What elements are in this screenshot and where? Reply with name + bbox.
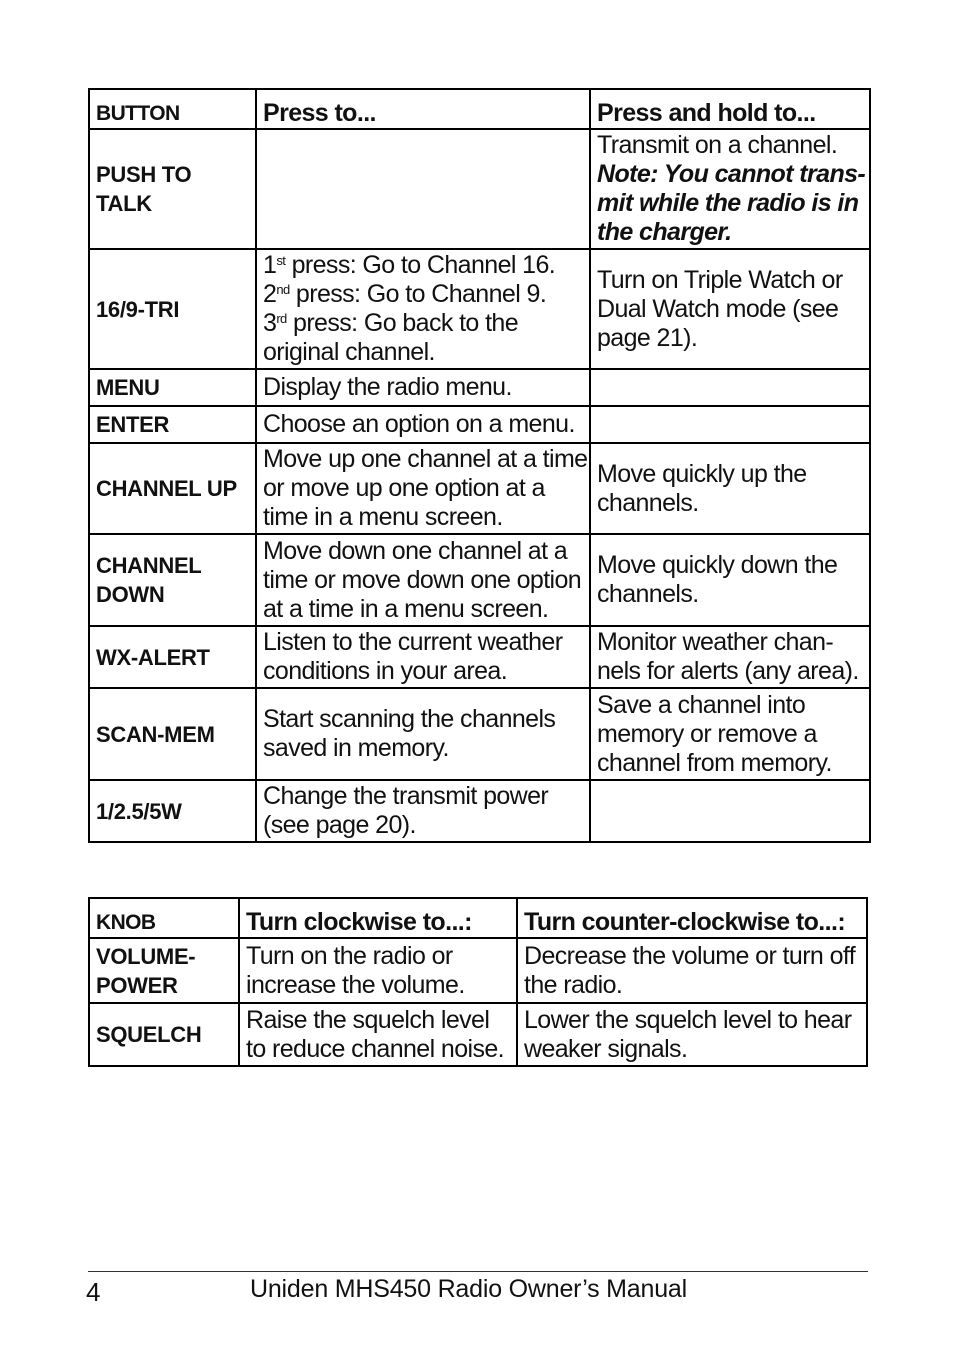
table-row: [89, 1003, 867, 1066]
table-header-row: [89, 89, 870, 129]
column-header-knob: KNOB: [89, 898, 239, 938]
press-text: original channel.: [263, 338, 435, 366]
knob-name-line: VOLUME-: [96, 943, 196, 969]
knobs-table: [88, 897, 868, 1067]
counter-clockwise-action: [517, 1003, 867, 1066]
press-action: [256, 780, 590, 842]
press-action: [256, 534, 590, 626]
knob-name-line: SQUELCH: [96, 1022, 202, 1047]
press-text: (see page 20).: [263, 811, 416, 839]
table-row: [89, 406, 870, 443]
hold-text: memory or remove a: [597, 719, 817, 748]
hold-action: [590, 249, 870, 369]
clockwise-text: Turn on the radio or: [246, 941, 453, 970]
footer-divider: [88, 1271, 868, 1272]
press-line: [263, 251, 585, 280]
hold-text: Monitor weather chan-: [597, 628, 834, 656]
clockwise-action: [239, 938, 517, 1003]
press-line: [263, 280, 585, 309]
press-action: [256, 626, 590, 688]
press-text: Start scanning the channels: [263, 705, 556, 733]
press-text: press: Go to Channel 16.: [285, 251, 556, 279]
counter-clockwise-action: [517, 938, 867, 1003]
press-text: or move up one option at a: [263, 474, 545, 502]
knob-name-line: POWER: [96, 972, 178, 998]
hold-action: [590, 129, 870, 249]
button-name: WX-ALERT: [89, 626, 256, 688]
press-text: Move down one channel at a: [263, 536, 568, 565]
knob-name: [89, 938, 239, 1003]
press-text: Choose an option on a menu.: [263, 410, 575, 438]
press-action: [256, 249, 590, 369]
clockwise-text: Raise the squelch level: [246, 1005, 490, 1034]
buttons-table: [88, 88, 871, 843]
button-name: SCAN-MEM: [89, 688, 256, 780]
press-action: [256, 688, 590, 780]
hold-text: channels.: [597, 580, 699, 608]
ordinal-suffix: st: [276, 253, 286, 268]
knob-name: [89, 1003, 239, 1066]
hold-text: channels.: [597, 488, 699, 517]
hold-action: [590, 369, 870, 406]
clockwise-text: to reduce channel noise.: [246, 1034, 505, 1063]
table-row: [89, 534, 870, 626]
table-row: [89, 129, 870, 249]
table-row: [89, 369, 870, 406]
press-text: Change the transmit power: [263, 782, 549, 810]
counter-clockwise-text: weaker signals.: [524, 1034, 688, 1063]
table-row: [89, 780, 870, 842]
table-row: [89, 443, 870, 534]
press-text: press: Go back to the: [286, 309, 519, 337]
ordinal-number: 2: [263, 280, 277, 308]
counter-clockwise-text: Lower the squelch level to hear: [524, 1005, 852, 1034]
hold-action: [590, 443, 870, 534]
column-header-button: BUTTON: [89, 89, 256, 129]
hold-action: [590, 626, 870, 688]
press-action: [256, 369, 590, 406]
ordinal-number: 1: [263, 251, 277, 279]
press-text: press: Go to Channel 9.: [289, 280, 547, 308]
button-name: 16/9-TRI: [89, 249, 256, 369]
press-text: Listen to the current weather: [263, 628, 563, 656]
hold-action: [590, 406, 870, 443]
manual-title: Uniden MHS450 Radio Owner’s Manual: [250, 1275, 687, 1303]
press-text: at a time in a menu screen.: [263, 594, 549, 623]
press-action: [256, 406, 590, 443]
hold-note: Note: You cannot trans-: [597, 160, 866, 188]
button-name: MENU: [89, 369, 256, 406]
counter-clockwise-text: the radio.: [524, 970, 623, 999]
button-name: 1/2.5/5W: [89, 780, 256, 842]
hold-text: page 21).: [597, 323, 698, 352]
hold-text: Turn on Triple Watch or: [597, 265, 843, 294]
hold-text: nels for alerts (any area).: [597, 657, 859, 685]
clockwise-action: [239, 1003, 517, 1066]
press-text: saved in memory.: [263, 734, 449, 762]
hold-text: channel from memory.: [597, 748, 832, 777]
button-name: ENTER: [89, 406, 256, 443]
hold-action: [590, 688, 870, 780]
table-row: [89, 688, 870, 780]
clockwise-text: increase the volume.: [246, 970, 465, 999]
hold-note: the charger.: [597, 218, 732, 246]
page-number: 4: [86, 1277, 101, 1307]
button-name: PUSH TO TALK: [89, 129, 256, 249]
press-text: time in a menu screen.: [263, 503, 503, 531]
ordinal-suffix: nd: [276, 282, 290, 297]
table-row: [89, 626, 870, 688]
hold-text: Save a channel into: [597, 690, 806, 719]
button-name: [89, 534, 256, 626]
table-row: [89, 938, 867, 1003]
press-text: Display the radio menu.: [263, 373, 512, 401]
button-name-line: CHANNEL: [96, 553, 202, 578]
hold-text: Move quickly up the: [597, 459, 807, 488]
press-text: time or move down one option: [263, 565, 582, 594]
ordinal-suffix: rd: [276, 311, 287, 326]
button-name-line: DOWN: [96, 582, 165, 607]
counter-clockwise-text: Decrease the volume or turn off: [524, 941, 856, 970]
hold-action: [590, 780, 870, 842]
column-header-clockwise: Turn clockwise to...:: [239, 898, 517, 938]
hold-note: mit while the radio is in: [597, 189, 859, 217]
hold-text: Transmit on a channel.: [597, 131, 838, 159]
table-row: [89, 249, 870, 369]
press-action: [256, 443, 590, 534]
column-header-hold: Press and hold to...: [590, 89, 870, 129]
press-text: conditions in your area.: [263, 657, 508, 685]
hold-text: Dual Watch mode (see: [597, 294, 839, 323]
press-action: [256, 129, 590, 249]
column-header-press: Press to...: [256, 89, 590, 129]
press-line: [263, 309, 585, 338]
hold-action: [590, 534, 870, 626]
ordinal-number: 3: [263, 309, 277, 337]
press-text: Move up one channel at a time: [263, 445, 588, 473]
table-header-row: [89, 898, 867, 938]
button-name: CHANNEL UP: [89, 443, 256, 534]
column-header-counter-clockwise: Turn counter-clockwise to...:: [517, 898, 867, 938]
hold-text: Move quickly down the: [597, 551, 838, 579]
